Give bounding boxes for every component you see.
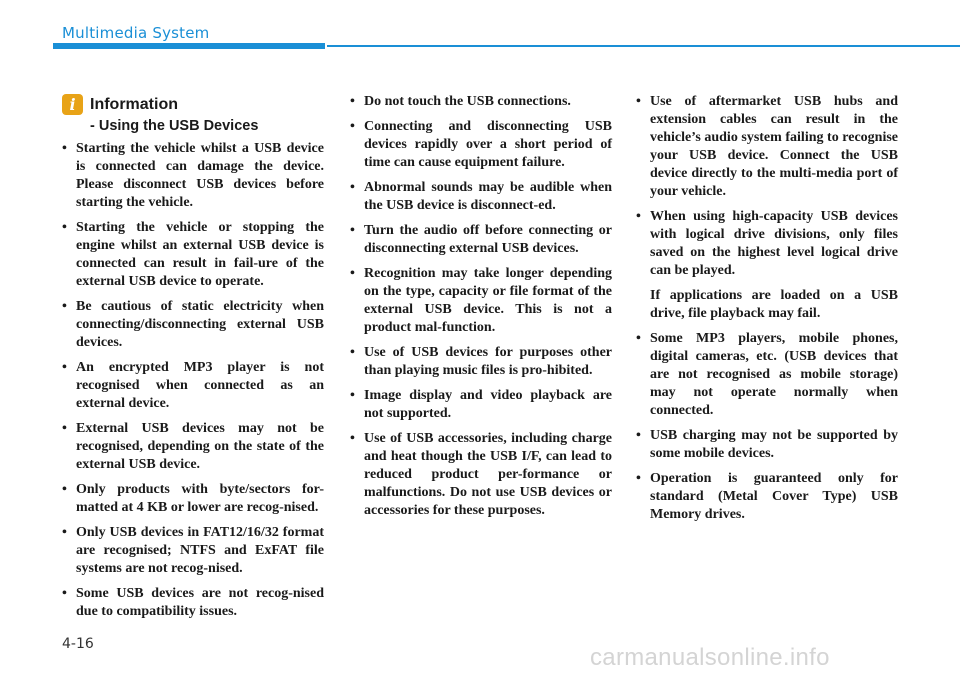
list-item: • Only USB devices in FAT12/16/32 format are recognised; NTFS and ExFAT file systems are not recog-nised. bbox=[62, 524, 324, 578]
info-icon: i bbox=[62, 94, 83, 115]
list-item: • Abnormal sounds may be audible when the USB device is disconnect-ed. bbox=[350, 179, 612, 215]
column-1-list bbox=[62, 140, 324, 628]
list-item-continuation: If applications are loaded on a USB drive, file playback may fail. bbox=[650, 288, 898, 321]
watermark: carmanualsonline.info bbox=[590, 644, 830, 671]
header-rule-thin bbox=[327, 45, 960, 47]
info-subtitle: - Using the USB Devices bbox=[90, 118, 259, 134]
header-rule-thick bbox=[53, 43, 325, 49]
list-item: • Use of aftermarket USB hubs and extension cables can result in the vehicle’s audio system failing to recognise your USB device. Connect the USB device directly to the multi-media port of your vehicle. bbox=[636, 93, 898, 201]
list-item: • Use of USB accessories, including charge and heat though the USB I/F, can lead to reduced product per-formance or malfunctions. Do not use USB devices or accessories for these purposes. bbox=[350, 430, 612, 520]
list-item: • Turn the audio off before connecting or disconnecting external USB devices. bbox=[350, 222, 612, 258]
list-item: • Be cautious of static electricity when connecting/disconnecting external USB devices. bbox=[62, 298, 324, 352]
list-item: • Starting the vehicle or stopping the engine whilst an external USB device is connected can result in fail-ure of the external USB device to operate. bbox=[62, 219, 324, 291]
list-item: • Connecting and disconnecting USB devices rapidly over a short period of time can cause equipment failure. bbox=[350, 118, 612, 172]
list-item: • An encrypted MP3 player is not recognised when connected as an external device. bbox=[62, 359, 324, 413]
column-3-list bbox=[636, 93, 898, 531]
list-item: • Recognition may take longer depending on the type, capacity or file format of the external USB device. This is not a product mal-function. bbox=[350, 265, 612, 337]
list-item: • Some MP3 players, mobile phones, digital cameras, etc. (USB devices that are not recognised as mobile storage) may not operate normally when connected. bbox=[636, 330, 898, 420]
list-item bbox=[636, 208, 898, 323]
list-item: • Image display and video playback are not supported. bbox=[350, 387, 612, 423]
page-number: 4-16 bbox=[62, 636, 94, 652]
column-2-list bbox=[350, 93, 612, 527]
list-item: • Only products with byte/sectors for-matted at 4 KB or lower are recog-nised. bbox=[62, 481, 324, 517]
list-item: • Use of USB devices for purposes other than playing music files is pro-hibited. bbox=[350, 344, 612, 380]
list-item: • Operation is guaranteed only for standard (Metal Cover Type) USB Memory drives. bbox=[636, 470, 898, 524]
list-item: • Do not touch the USB connections. bbox=[350, 93, 612, 111]
list-item-text: When using high-capacity USB devices with logical drive divisions, only files saved on the highest level logical drive can be played. bbox=[650, 209, 898, 278]
list-item: • Some USB devices are not recog-nised due to compatibility issues. bbox=[62, 585, 324, 621]
section-title: Multimedia System bbox=[62, 24, 210, 42]
list-item: • USB charging may not be supported by some mobile devices. bbox=[636, 427, 898, 463]
list-item: • External USB devices may not be recognised, depending on the state of the external USB device. bbox=[62, 420, 324, 474]
info-title: Information bbox=[90, 96, 178, 113]
list-item: • Starting the vehicle whilst a USB device is connected can damage the device. Please disconnect USB devices before starting the vehicle. bbox=[62, 140, 324, 212]
